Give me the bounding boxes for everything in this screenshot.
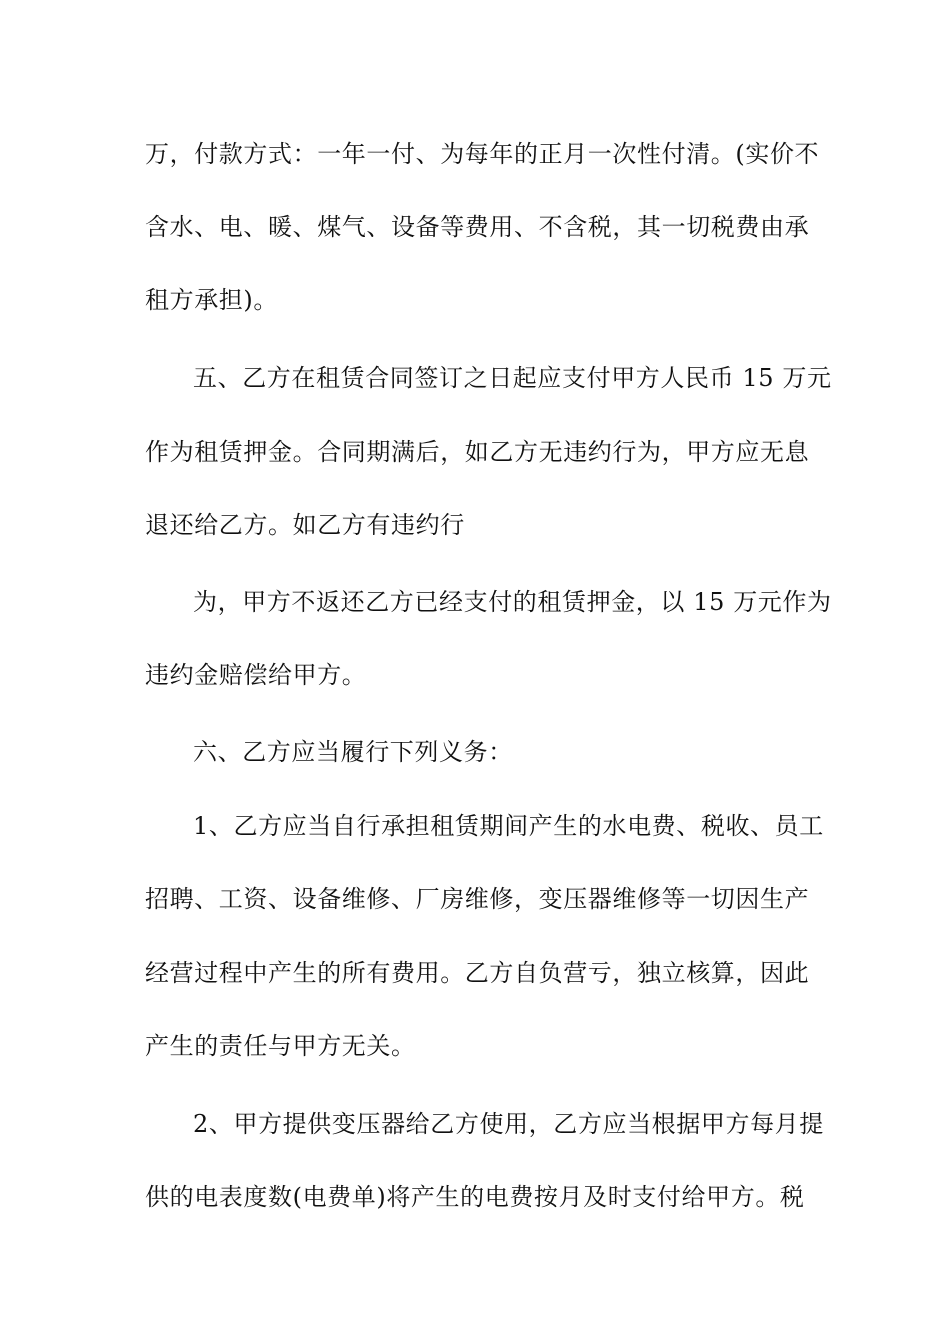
text-line: 租方承担)。 [145, 286, 278, 314]
text-line: 招聘、工资、设备维修、厂房维修，变压器维修等一切因生产 [145, 885, 810, 913]
text-line: 万，付款方式：一年一付、为每年的正月一次性付清。(实价不 [145, 140, 820, 168]
text-line: 1、乙方应当自行承担租赁期间产生的水电费、税收、员工 [193, 812, 824, 840]
text-line: 含水、电、暖、煤气、设备等费用、不含税，其一切税费由承 [145, 213, 810, 241]
text-line: 2、甲方提供变压器给乙方使用，乙方应当根据甲方每月提 [193, 1110, 824, 1138]
text-line: 六、乙方应当履行下列义务： [193, 738, 513, 766]
text-line: 经营过程中产生的所有费用。乙方自负营亏，独立核算，因此 [145, 959, 810, 987]
text-line: 为，甲方不返还乙方已经支付的租赁押金，以 15 万元作为 [193, 588, 832, 616]
text-line: 产生的责任与甲方无关。 [145, 1032, 416, 1060]
text-line: 供的电表度数(电费单)将产生的电费按月及时支付给甲方。税 [145, 1183, 805, 1211]
text-line: 五、乙方在租赁合同签订之日起应支付甲方人民币 15 万元 [193, 364, 832, 392]
text-line: 退还给乙方。如乙方有违约行 [145, 511, 465, 539]
text-line: 作为租赁押金。合同期满后，如乙方无违约行为，甲方应无息 [145, 438, 810, 466]
text-line: 违约金赔偿给甲方。 [145, 661, 367, 689]
